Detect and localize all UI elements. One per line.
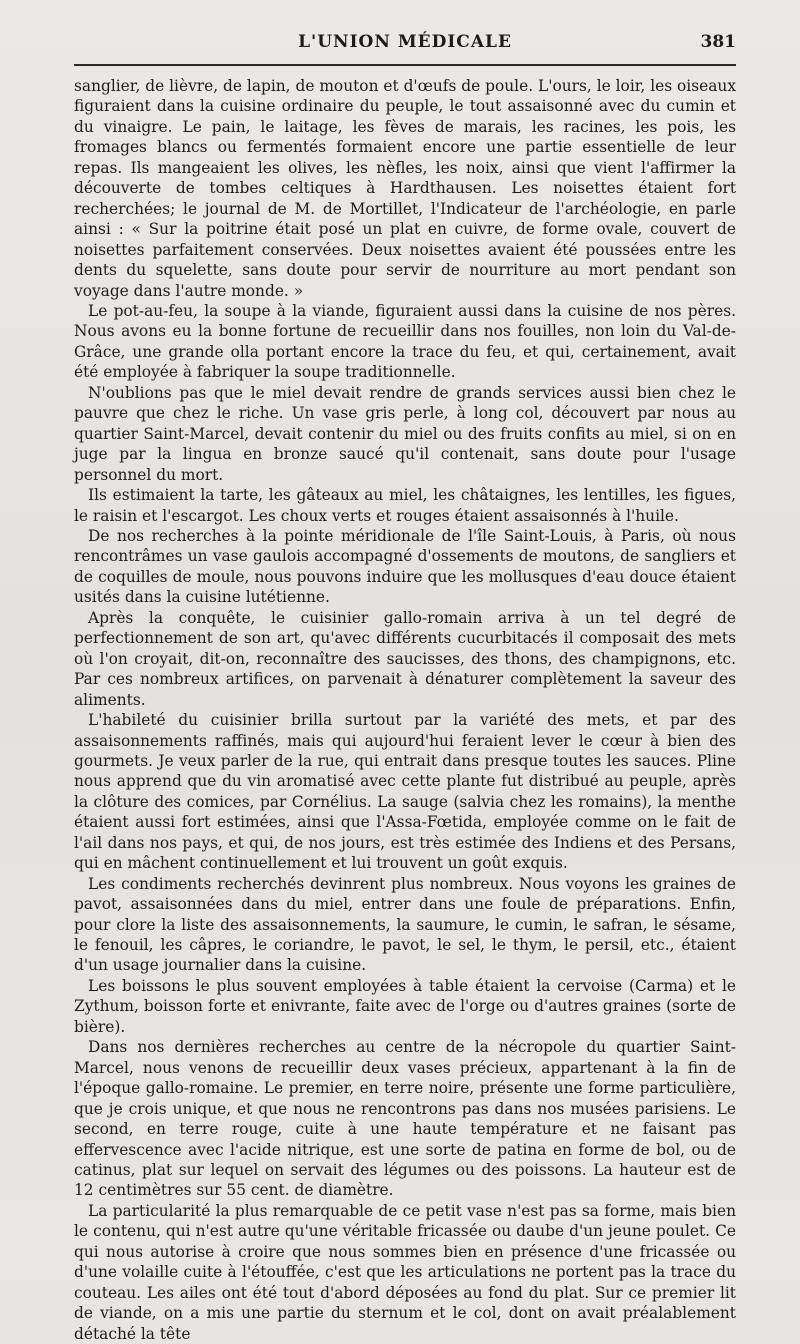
paragraph: Dans nos dernières recherches au centre de la nécropole du quartier Saint-Marcel, nous venons de recueillir deux vases précieux, appartenant à la fin de l'époque gallo-romaine. Le premier, en terre noire, présente une forme particulière, que je crois unique, et que nous ne rencontrons pas dans nos musées parisiens. Le second, en terre rouge, cuite à une haute température et ne faisant pas effervescence avec l'acide nitrique, est une sorte de patina en forme de bol, ou de catinus, plat sur lequel on servait des légumes ou des poissons. La hauteur est de 12 centimètres sur 55 cent. de diamètre. <box>74 1038 736 1200</box>
page-number: 381 <box>700 32 736 52</box>
paragraph: Les condiments recherchés devinrent plus nombreux. Nous voyons les graines de pavot, assaisonnées dans du miel, entrer dans une foule de préparations. Enfin, pour clore la liste des assaisonnements, la saumure, le cumin, le safran, le sésame, le fenouil, les câpres, le coriandre, le pavot, le sel, le thym, le persil, etc., étaient d'un usage journalier dans la cuisine. <box>74 874 736 975</box>
paragraph: L'habileté du cuisinier brilla surtout par la variété des mets, et par des assaisonnements raffinés, mais qui aujourd'hui feraient lever le cœur à bien des gourmets. Je veux parler de la rue, qui entrait dans presque toutes les sauces. Pline nous apprend que du vin aromatisé avec cette plante fut distribué au peuple, après la clôture des comices, par Cornélius. La sauge (salvia chez les romains), la menthe étaient aussi fort estimées, ainsi que l'Assa-Fœtida, employée comme on le fait de l'ail dans nos pays, et qui, de nos jours, est très estimée des Indiens et des Persans, qui en mâchent continuellement et lui trouvent un goût exquis. <box>74 711 736 873</box>
paragraph: N'oublions pas que le miel devait rendre de grands services aussi bien chez le pauvre que chez le riche. Un vase gris perle, à long col, découvert par nous au quartier Saint-Marcel, devait contenir du miel ou des fruits confits au miel, si on en juge par la lingua en bronze saucé qu'il contenait, sans doute pour l'usage personnel du mort. <box>74 383 736 484</box>
header-rule <box>74 64 736 66</box>
paragraph: La particularité la plus remarquable de ce petit vase n'est pas sa forme, mais bien le contenu, qui n'est autre qu'une véritable fricassée ou daube d'un jeune poulet. Ce qui nous autorise à croire que nous sommes bien en présence d'une fricassée ou d'une volaille cuite à l'étouffée, c'est que les articulations ne portent pas la trace du couteau. Les ailes ont été tout d'abord déposées au fond du plat. Sur ce premier lit de viande, on a mis une partie du sternum et le col, dont on avait préalablement détaché la tête <box>74 1201 736 1343</box>
paragraph: De nos recherches à la pointe méridionale de l'île Saint-Louis, à Paris, où nous rencontrâmes un vase gaulois accompagné d'ossements de moutons, de sangliers et de coquilles de moule, nous pouvons induire que les mollusques d'eau douce étaient usités dans la cuisine lutétienne. <box>74 526 736 607</box>
paragraph: sanglier, de lièvre, de lapin, de mouton et d'œufs de poule. L'ours, le loir, les oiseaux figuraient dans la cuisine ordinaire du peuple, le tout assaisonné avec du cumin et du vinaigre. Le pain, le laitage, les fèves de marais, les racines, les pois, les fromages blancs ou fermentés formaient encore une partie essentielle de leur repas. Ils mangeaient les olives, les nèfles, les noix, ainsi que vient l'affirmer la découverte de tombes celtiques à Hardthausen. Les noisettes étaient fort recherchées; le journal de M. de Mortillet, l'Indicateur de l'archéologie, en parle ainsi : « Sur la poitrine était posé un plat en cuivre, de forme ovale, couvert de noisettes parfaitement conservées. Deux noisettes avaient été poussées entre les dents du squelette, sans doute pour servir de nourriture au mort pendant son voyage dans l'autre monde. » <box>74 77 736 300</box>
paragraph: Les boissons le plus souvent employées à table étaient la cervoise (Carma) et le Zythum, boisson forte et enivrante, faite avec de l'orge ou d'autres graines (sorte de bière). <box>74 976 736 1036</box>
paragraph: Après la conquête, le cuisinier gallo-romain arriva à un tel degré de perfectionnement de son art, qu'avec différents cucurbitacés il composait des mets où l'on croyait, dit-on, reconnaître des saucisses, des thons, des champignons, etc. Par ces nombreux artifices, on parvenait à dénaturer complètement la saveur des aliments. <box>74 608 736 709</box>
page-header <box>74 32 736 62</box>
paragraph: Le pot-au-feu, la soupe à la viande, figuraient aussi dans la cuisine de nos pères. Nous avons eu la bonne fortune de recueillir dans nos fouilles, non loin du Val-de-Grâce, une grande olla portant encore la trace du feu, et qui, certainement, avait été employée à fabriquer la soupe traditionnelle. <box>74 301 736 382</box>
paragraph: Ils estimaient la tarte, les gâteaux au miel, les châtaignes, les lentilles, les figues, le raisin et l'escargot. Les choux verts et rouges étaient assaisonnés à l'huile. <box>74 486 736 525</box>
running-title: L'UNION MÉDICALE <box>298 32 512 52</box>
article-body <box>74 76 736 1343</box>
